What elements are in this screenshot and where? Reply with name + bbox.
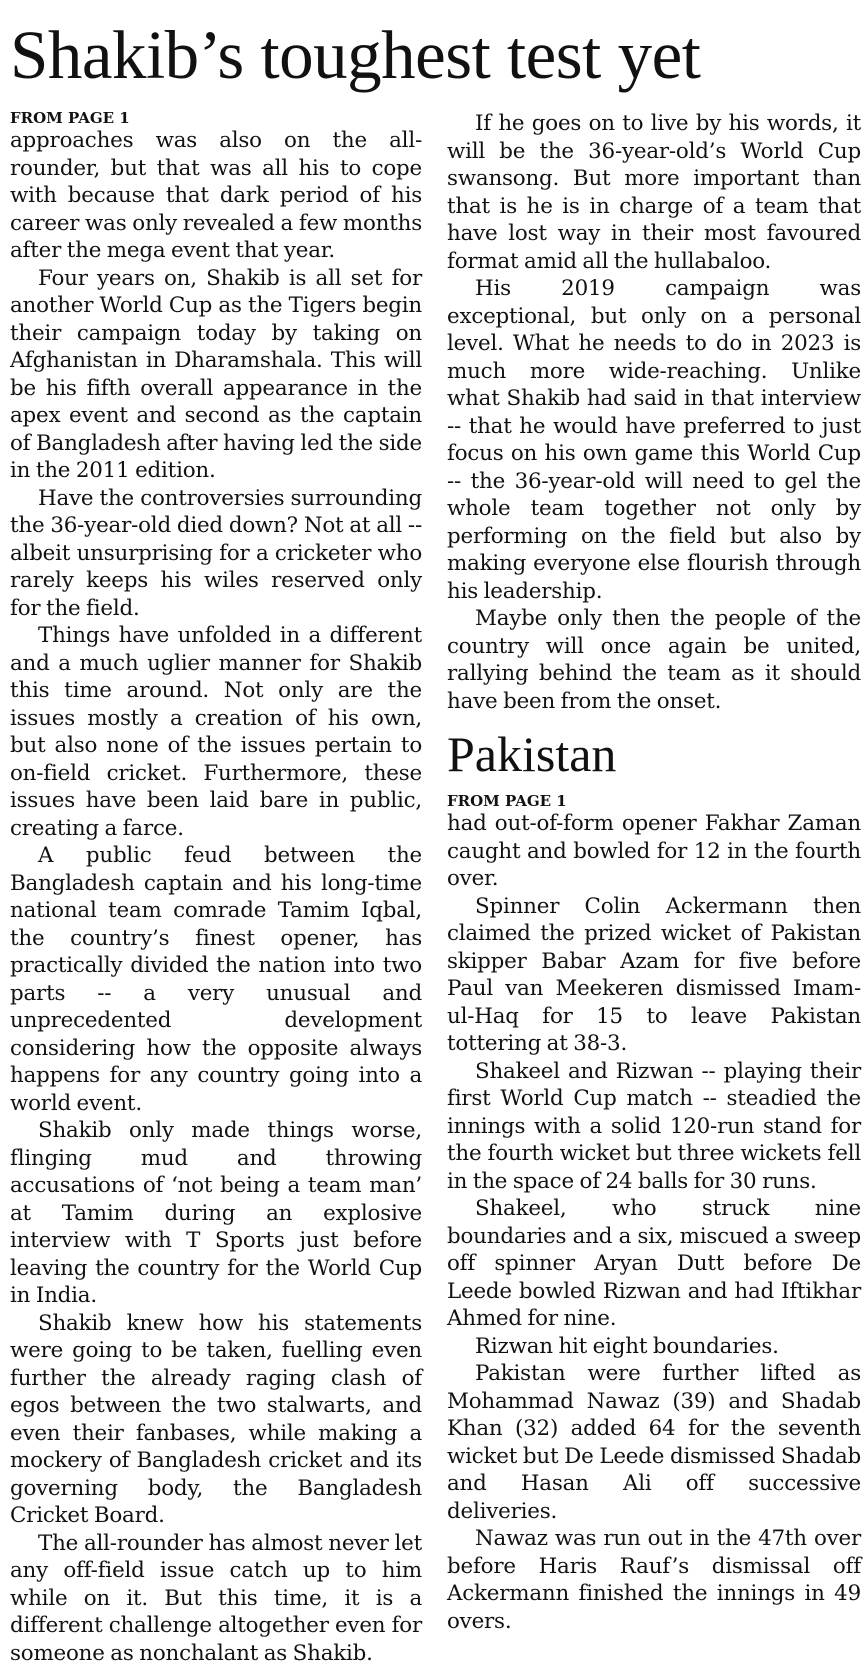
- article-paragraph: Shakib only made things worse, flinging mud and throwing accusations of ‘not being a team man’ at Tamim during an explosive interview with T Sports just before leaving the country for the World Cup in India.: [10, 1117, 422, 1310]
- article-paragraph: Shakeel, who struck nine boundaries and a six, miscued a sweep off spinner Aryan Dutt before De Leede bowled Rizwan and had Iftikhar Ahmed for nine.: [447, 1195, 861, 1333]
- continued-from-label: FROM PAGE 1: [10, 110, 422, 127]
- article-paragraph: Maybe only then the people of the country will once again be united, rallying behind the team as it should have been from the onset.: [447, 605, 861, 715]
- article-paragraph: Spinner Colin Ackermann then claimed the prized wicket of Pakistan skipper Babar Azam for five before Paul van Meekeren dismissed Imam-ul-Haq for 15 to leave Pakistan tottering at 38-3.: [447, 893, 861, 1058]
- article-paragraph: Things have unfolded in a different and a much uglier manner for Shakib this time around. Not only are the issues mostly a creation of his own, but also none of the issues pertain to on-field cricket. Furthermore, these issues have been laid bare in public, creating a farce.: [10, 622, 422, 842]
- article-headline: Shakib’s toughest test yet: [10, 18, 700, 92]
- article-paragraph: Nawaz was run out in the 47th over before Haris Rauf’s dismissal off Ackermann finished the innings in 49 overs.: [447, 1525, 861, 1635]
- article-paragraph: His 2019 campaign was exceptional, but only on a personal level. What he needs to do in 2023 is much more wide-reaching. Unlike what Shakib had said in that interview -- that he would have preferred to just focus on his own game this World Cup -- the 36-year-old will need to gel the whole team together not only by performing on the field but also by making everyone else flourish through his leadership.: [447, 275, 861, 605]
- section-headline: Pakistan: [447, 725, 861, 783]
- article-paragraph: Pakistan were further lifted as Mohammad Nawaz (39) and Shadab Khan (32) added 64 for the seventh wicket but De Leede dismissed Shadab and Hasan Ali off successive deliveries.: [447, 1360, 861, 1525]
- continued-from-label: FROM PAGE 1: [447, 793, 861, 810]
- right-column: [447, 110, 861, 1635]
- article-paragraph: approaches was also on the all-rounder, but that was all his to cope with because that dark period of his career was only revealed a few months after the mega event that year.: [10, 127, 422, 265]
- article-paragraph: had out-of-form opener Fakhar Zaman caught and bowled for 12 in the fourth over.: [447, 810, 861, 893]
- article-paragraph: Four years on, Shakib is all set for another World Cup as the Tigers begin their campaign today by taking on Afghanistan in Dharamshala. This will be his fifth overall appearance in the apex event and second as the captain of Bangladesh after having led the side in the 2011 edition.: [10, 265, 422, 485]
- article-paragraph: A public feud between the Bangladesh captain and his long-time national team comrade Tamim Iqbal, the country’s finest opener, has practically divided the nation into two parts -- a very unusual and unprecedented development considering how the opposite always happens for any country going into a world event.: [10, 842, 422, 1117]
- article-paragraph: Have the controversies surrounding the 36-year-old died down? Not at all -- albeit unsurprising for a cricketer who rarely keeps his wiles reserved only for the field.: [10, 485, 422, 623]
- article-paragraph: Shakeel and Rizwan -- playing their first World Cup match -- steadied the innings with a solid 120-run stand for the fourth wicket but three wickets fell in the space of 24 balls for 30 runs.: [447, 1058, 861, 1196]
- article-paragraph: If he goes on to live by his words, it will be the 36-year-old’s World Cup swansong. But more important than that is he is in charge of a team that have lost way in their most favoured format amid all the hullabaloo.: [447, 110, 861, 275]
- article-paragraph: Shakib knew how his statements were going to be taken, fuelling even further the already raging clash of egos between the two stalwarts, and even their fanbases, while making a mockery of Bangladesh cricket and its governing body, the Bangladesh Cricket Board.: [10, 1310, 422, 1530]
- article-paragraph: Rizwan hit eight boundaries.: [447, 1333, 861, 1361]
- left-column: [10, 110, 422, 1667]
- article-paragraph: The all-rounder has almost never let any off-field issue catch up to him while on it. But this time, it is a different challenge altogether even for someone as nonchalant as Shakib.: [10, 1530, 422, 1667]
